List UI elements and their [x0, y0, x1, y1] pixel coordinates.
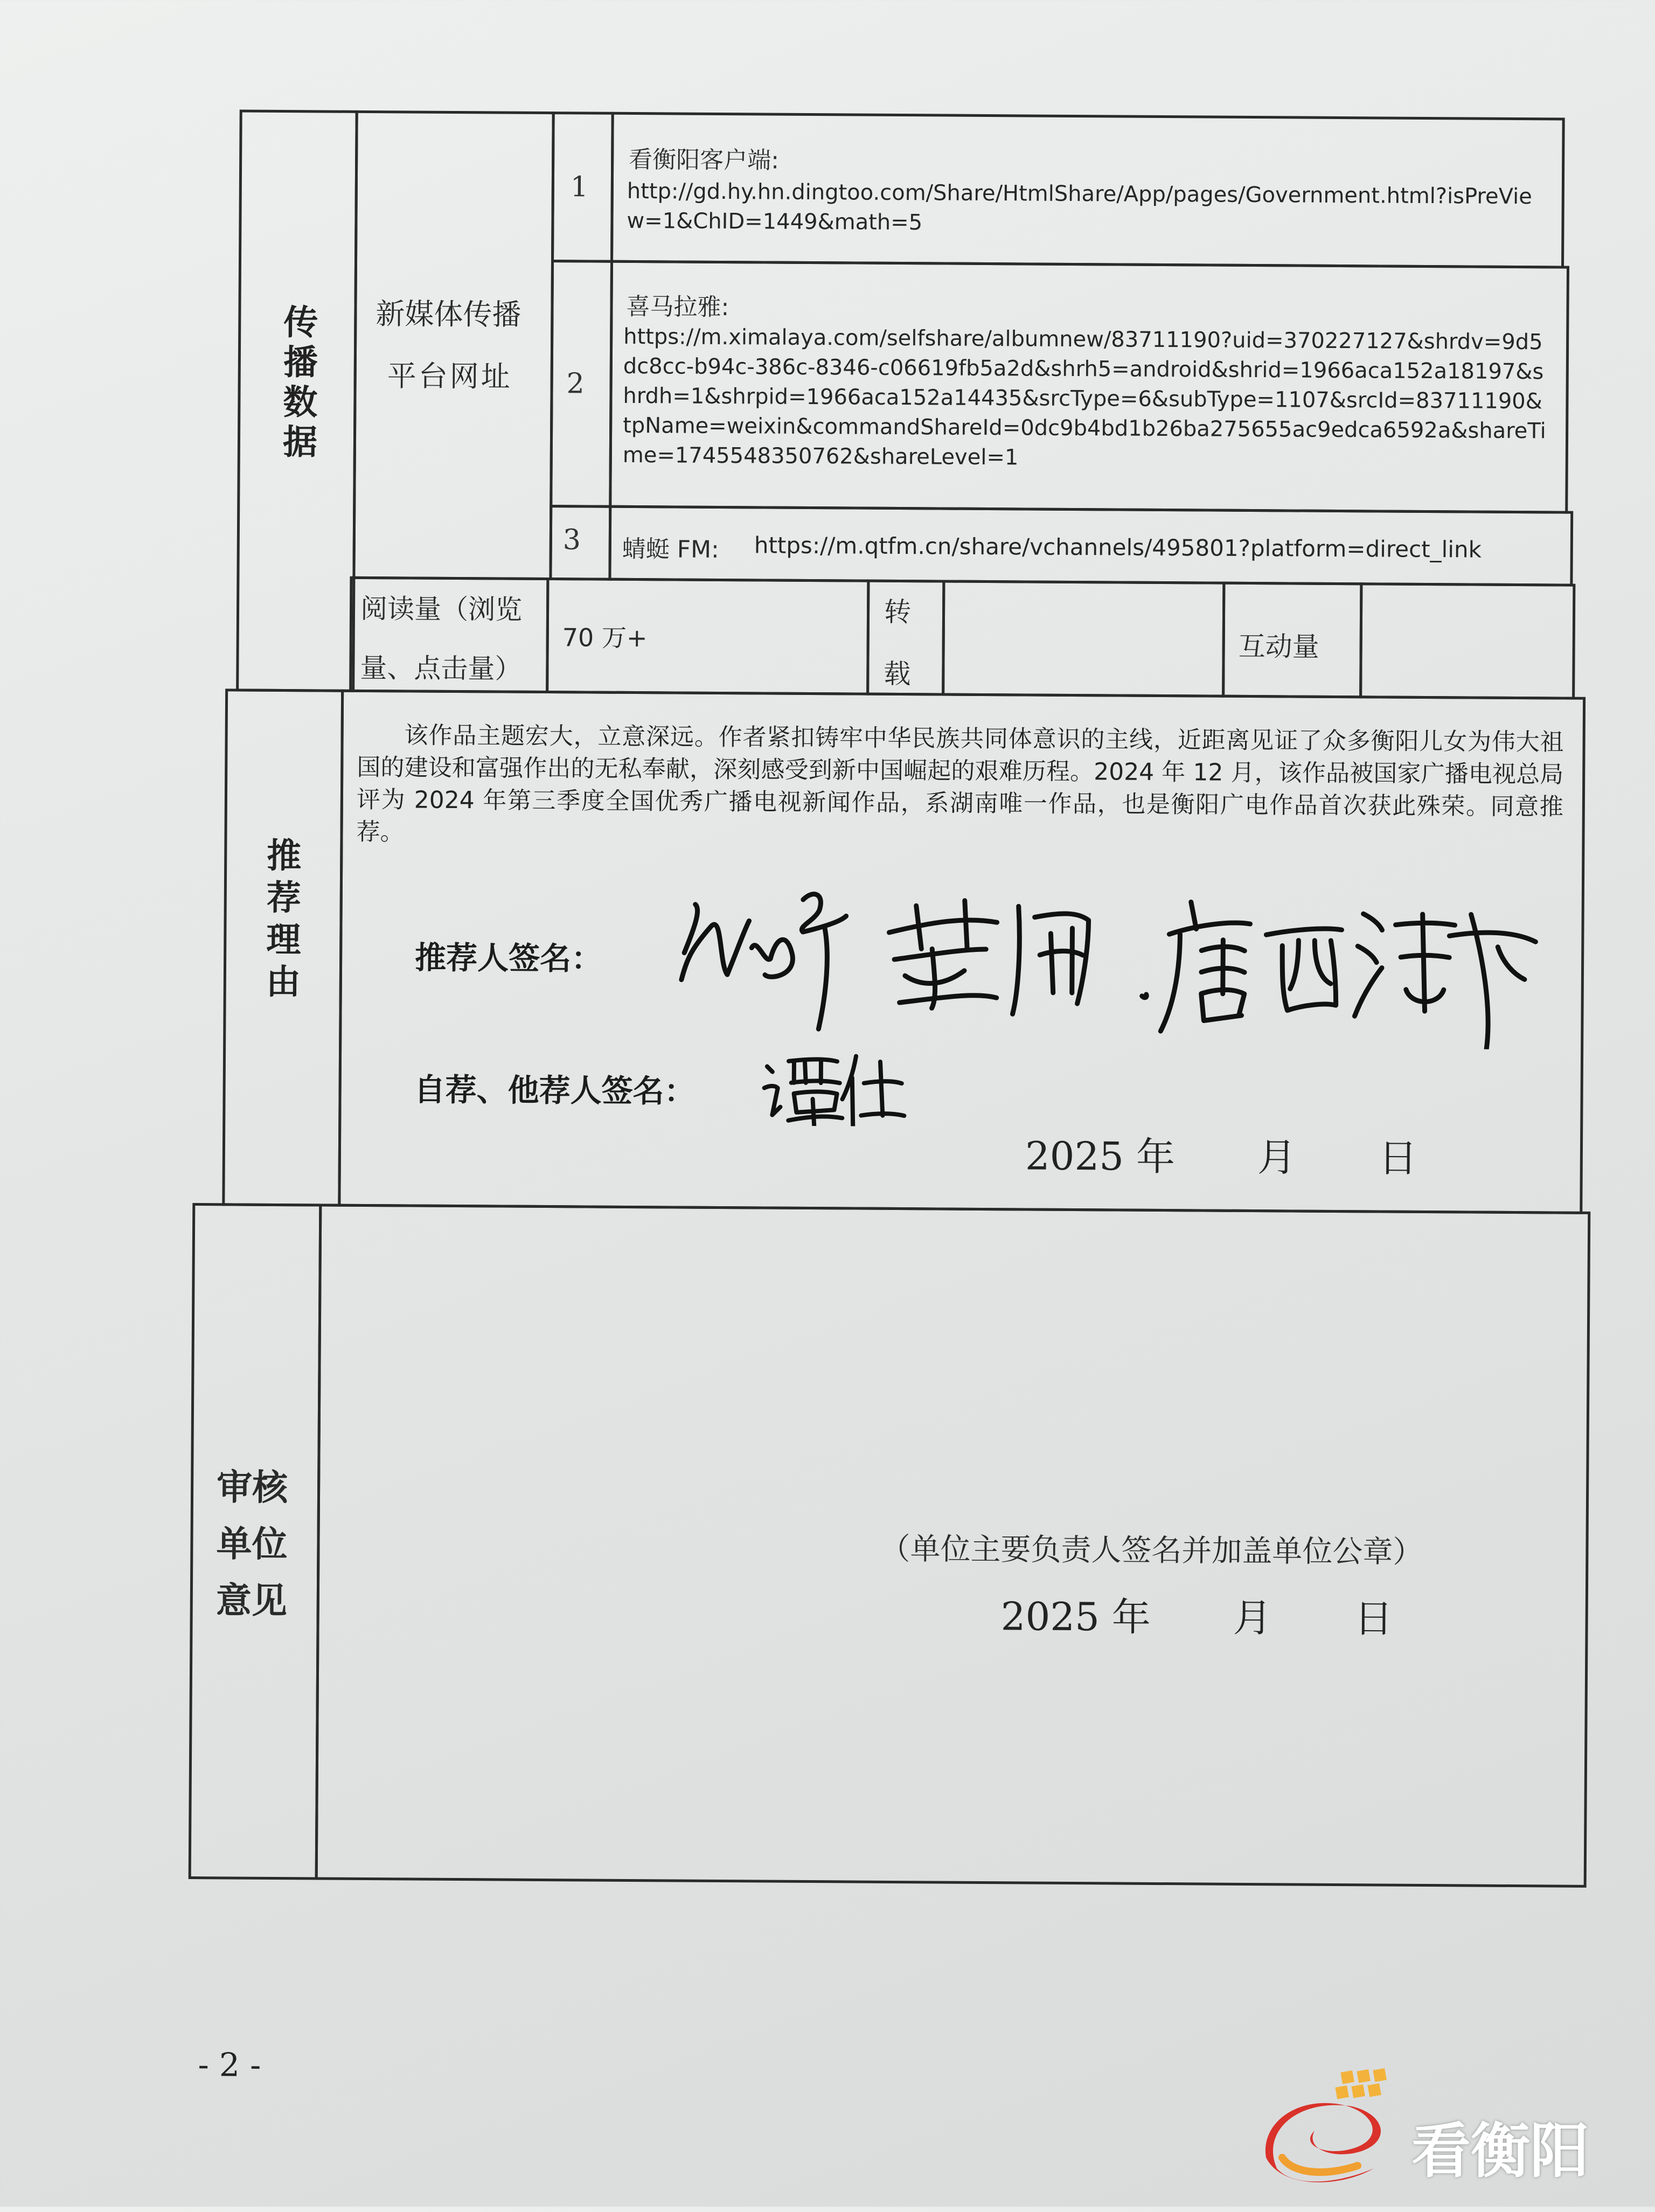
review-date-year: 2025 年: [1000, 1594, 1151, 1640]
spread-label-text: 传播数据: [276, 303, 318, 464]
reason-date-day: 日: [1378, 1135, 1418, 1181]
platform-label-line1: 新媒体传播: [375, 297, 521, 332]
repost-value-cell: [942, 580, 1225, 698]
logo-text: 看衡阳: [1411, 2117, 1589, 2186]
entry-1-index: 1: [570, 171, 589, 204]
review-date: [1000, 1585, 1393, 1643]
self-signature: [756, 1045, 907, 1126]
repost-label-2: 载: [884, 658, 911, 690]
entry-1-url[interactable]: http://gd.hy.hn.dingtoo.com/Share/HtmlShare/App/pages/Government.html?isPreView=1&ChID=1449&math=5: [627, 178, 1532, 235]
entry-2-index: 2: [566, 367, 585, 400]
entry-2-url[interactable]: https://m.ximalaya.com/selfshare/albumnew/83711190?uid=370227127&shrdv=9d5dc8cc-b94c-386c-8346-c06619fb5a2d&shrh5=android&shrid=1966aca152a18197&shrdh=1&shrpid=1966aca152a14435&srcType=6&subType=1107&srcId=83711190&tpName=weixin&commandShareId=0dc9b4bd1b26ba275655ac9edca6592a&shareTime=1745548350762&shareLevel=1: [622, 324, 1546, 470]
recommender-signature-label: 推荐人签名：: [414, 939, 603, 977]
entry-1-name: 看衡阳客户端:: [629, 145, 780, 175]
page-number: - 2 -: [198, 2046, 261, 2084]
reads-label-line2: 量、点击量）: [360, 652, 522, 685]
interaction-label: 互动量: [1238, 630, 1319, 663]
platform-label-line2: 平台网址: [387, 359, 512, 394]
reason-label-text: 推荐理由: [260, 837, 301, 1006]
self-signature-label: 自荐、他荐人签名：: [414, 1071, 696, 1110]
entry-3-url[interactable]: https://m.qtfm.cn/share/vchannels/495801?platform=direct_link: [754, 532, 1482, 563]
entry-3-name: 蜻蜓 FM:: [622, 535, 720, 564]
reason-label: [240, 837, 322, 1006]
reads-value: 70 万+: [562, 623, 648, 653]
review-date-month: 月: [1233, 1595, 1272, 1641]
entry-3-index: 3: [562, 524, 581, 557]
spread-label: [256, 304, 338, 464]
reason-text: 该作品主题宏大，立意深远。作者紧扣铸牢中华民族共同体意识的主线，近距离见证了众多衡阳儿女为伟大祖国的建设和富强作出的无私奉献，深刻感受到新中国崛起的艰难历程。2024 年 12 月，该作品被国家广播电视总局评为 2024 年第三季度全国优秀广播电视新闻作品，系湖南唯一作品，也是衡阳广电作品首次获此殊荣。同意推荐。: [356, 721, 1564, 846]
kan-hengyang-logo-icon: [1250, 2066, 1428, 2190]
review-label: [216, 1459, 303, 1629]
platform-label-cell: [352, 110, 554, 580]
review-date-day: 日: [1354, 1596, 1393, 1641]
reads-label-line1: 阅读量（浏览: [360, 593, 523, 625]
reason-date-month: 月: [1257, 1135, 1297, 1180]
review-label-text: 审核单位意见: [215, 1466, 288, 1622]
recommender-signatures: [662, 866, 1552, 1049]
entry-2-name: 喜马拉雅:: [626, 293, 729, 322]
reason-date: [1025, 1124, 1418, 1182]
review-note: （单位主要负责人签名并加盖单位公章）: [880, 1531, 1423, 1570]
reason-date-year: 2025 年: [1025, 1133, 1176, 1180]
interaction-value-cell: [1359, 582, 1575, 699]
repost-label-1: 转: [884, 596, 912, 628]
